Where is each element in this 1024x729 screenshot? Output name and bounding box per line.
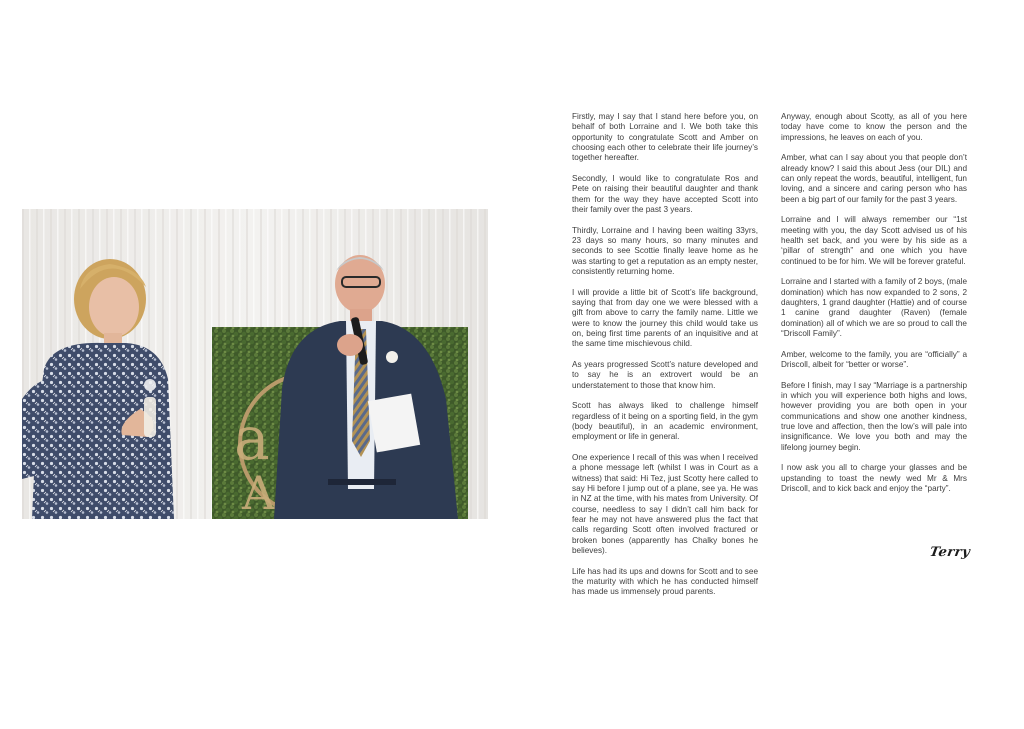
wedding-speech-photo — [22, 209, 488, 519]
speech-paragraph: Amber, what can I say about you that people don’t already know? I said this about Jess (our DIL) and can only repeat the words, beautiful, intelligent, fun loving, and a sincere and caring person who has been a big part of our family for the past 3 years. — [781, 153, 967, 204]
svg-text:a: a — [234, 404, 270, 474]
signature: Terry — [928, 545, 972, 560]
speech-column-left — [572, 112, 758, 608]
speech-paragraph: Lorraine and I will always remember our “1st meeting with you, the day Scott advised us of his health set back, and you were by his side as a ‘pillar of strength” and one which you have continued to be for him. We will be forever grateful. — [781, 215, 967, 266]
speech-paragraph: Scott has always liked to challenge himself regardless of it being on a sporting field, in the gym (body beautiful), in an academic environment, employment or life in general. — [572, 401, 758, 442]
speech-paragraph: Amber, welcome to the family, you are “officially” a Driscoll, albeit for “better or worse”. — [781, 349, 967, 370]
svg-text:A: A — [242, 466, 276, 519]
speech-paragraph: Thirdly, Lorraine and I having been waiting 33yrs, 23 days so many hours, so many minutes and seconds to see Scottie finally leave home as he was starting to get a reputation as an empty nester, consistently returning home. — [572, 225, 758, 277]
speech-paragraph: I now ask you all to charge your glasses and be upstanding to toast the newly wed Mr & Mrs Driscoll, and to kick back and enjoy the “party”. — [781, 463, 967, 494]
speech-column-right — [781, 112, 967, 505]
speech-paragraph: Before I finish, may I say “Marriage is a partnership in which you will experience both highs and lows, however providing you are both open in your communications and show one another kindness, true love and affection, then the low’s will pale into insignificance. We love you both and may the lifelong journey begin. — [781, 380, 967, 452]
speech-paragraph: As years progressed Scott’s nature developed and to say he is an extrovert would be an understatement to those that know him. — [572, 360, 758, 390]
speech-paragraph: One experience I recall of this was when I received a phone message left (whilst I was in Court as a witness) that said: Hi Tez, just Scotty here called to say Hi before I jump out of a plane, see ya. He was in NZ at the time, with his mates from University. Of course, needless to say I didn’t call him back for fear he may not have answered plus the fact that calls regarding Scott often involved fractured or broken bones (apparently has Chalky bones he believes). — [572, 453, 758, 556]
speech-paragraph: Anyway, enough about Scotty, as all of you here today have come to know the person and the impressions, he leaves on each of you. — [781, 112, 967, 142]
speech-paragraph: Firstly, may I say that I stand here before you, on behalf of both Lorraine and I. We both take this opportunity to congratulate Scott and Amber on choosing each other to celebrate their life journey’s together hereafter. — [572, 112, 758, 163]
speech-paragraph: Secondly, I would like to congratulate Ros and Pete on raising their beautiful daughter and thank them for the way they have accepted Scott into their family over the past 3 years. — [572, 174, 758, 215]
speech-paragraph: I will provide a little bit of Scott’s life background, saying that from day one we were blessed with a gift from above to carry the family name. Little we were to know the journey this child would take us on, being first time parents of an inquisitive and at the same time mischievous child. — [572, 287, 758, 349]
speech-paragraph: Lorraine and I started with a family of 2 boys, (male domination) which has now expanded to 2 sons, 2 daughters, 1 grand daughter (Hattie) and of course 1 canine grand daughter (Raven) (female domination) all of which we are so proud to call the “Driscoll Family”. — [781, 277, 967, 339]
speech-paragraph: Life has had its ups and downs for Scott and to see the maturity with which he has conducted himself has made us immensely proud parents. — [572, 566, 758, 597]
